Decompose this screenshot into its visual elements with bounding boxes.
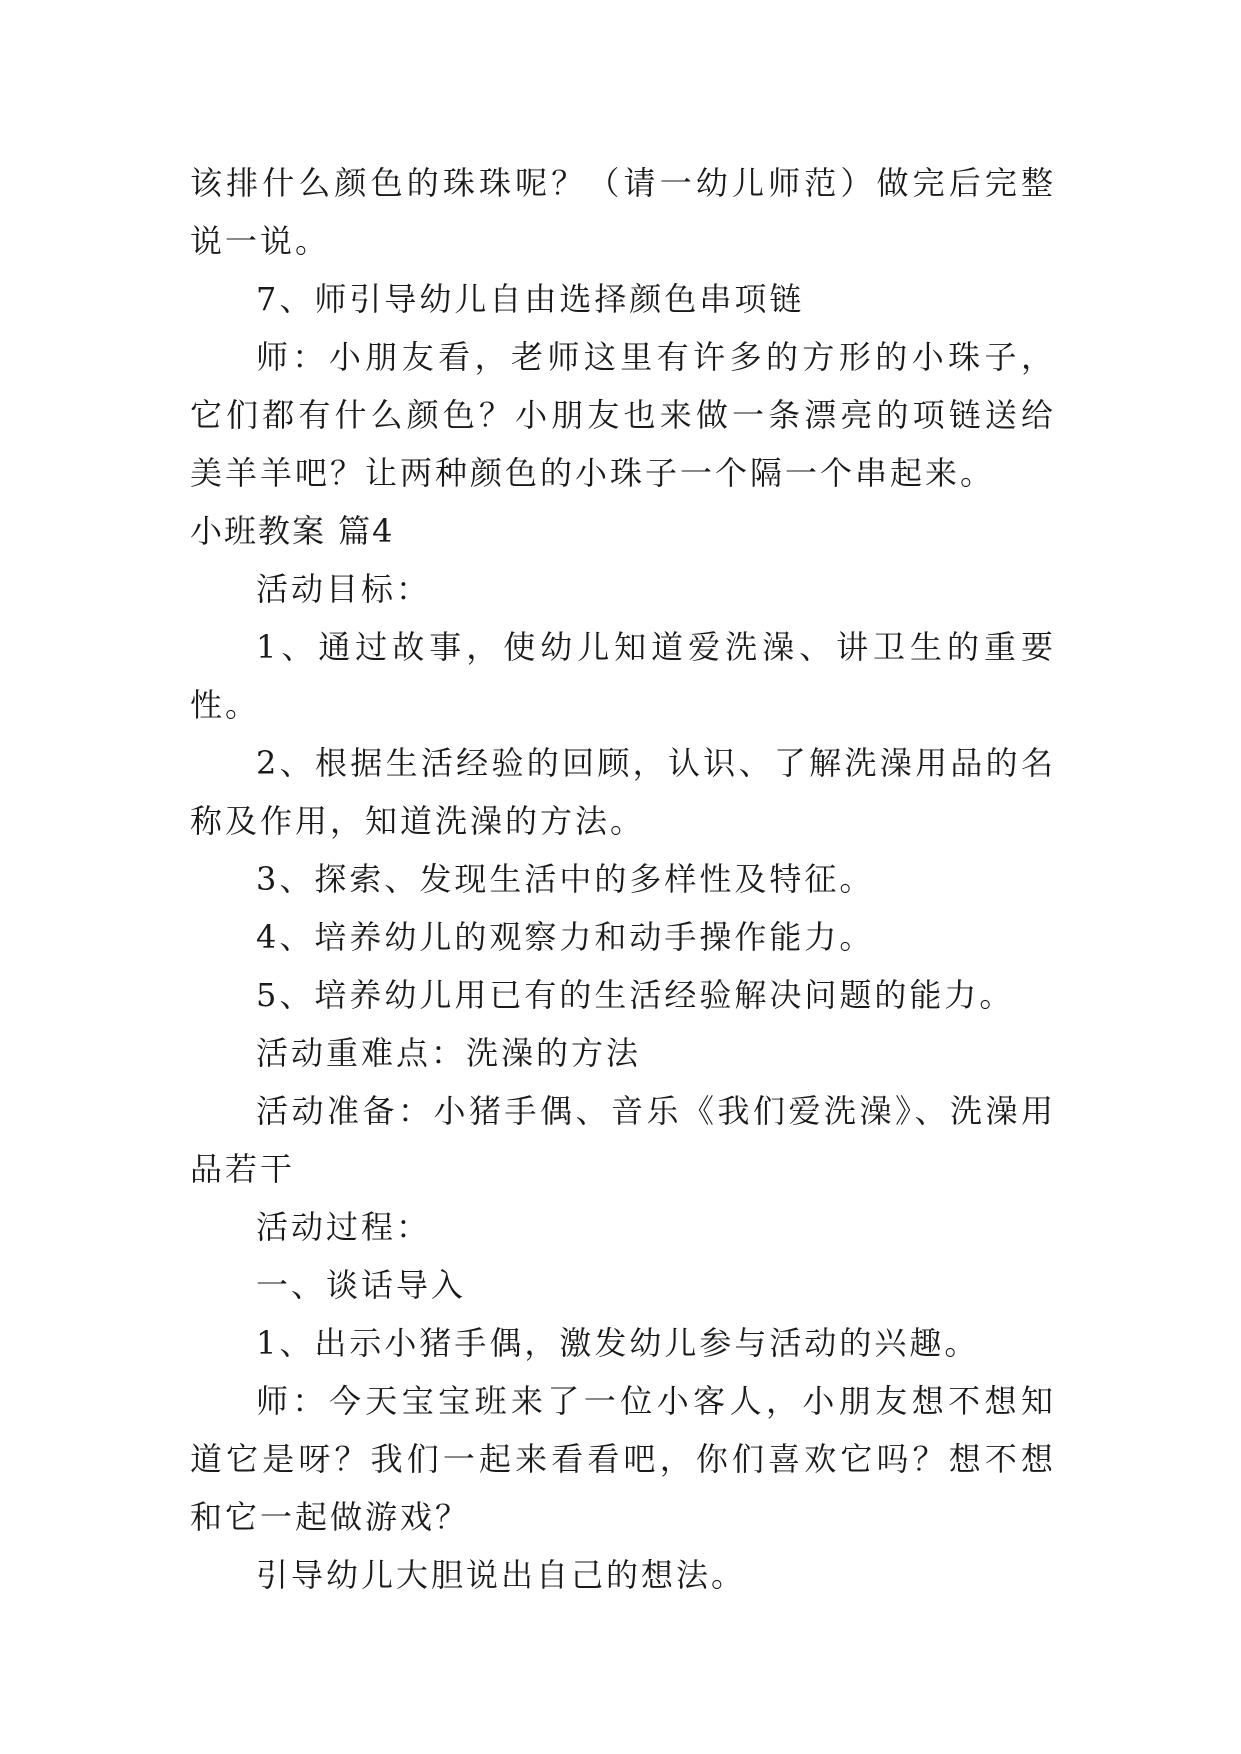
step-heading: 7、师引导幼儿自由选择颜色串项链	[256, 280, 805, 318]
list-item: 1、出示小猪手偶，激发幼儿参与活动的兴趣。	[256, 1324, 980, 1362]
paragraph: 师：今天宝宝班来了一位小客人，小朋友想不想知道它是呀？我们一起来看看吧，你们喜欢它吗？想不想和它一起做游戏？	[190, 1382, 1056, 1536]
preparation: 活动准备：小猪手偶、音乐《我们爱洗澡》、洗澡用品若干	[190, 1092, 1056, 1188]
list-item: 5、培养幼儿用已有的生活经验解决问题的能力。	[256, 976, 1015, 1014]
list-item: 1、通过故事，使幼儿知道爱洗澡、讲卫生的重要性。	[190, 628, 1056, 724]
list-item: 2、根据生活经验的回顾，认识、了解洗澡用品的名称及作用，知道洗澡的方法。	[190, 744, 1056, 840]
paragraph: 引导幼儿大胆说出自己的想法。	[256, 1556, 747, 1594]
paragraph: 该排什么颜色的珠珠呢？（请一幼儿师范）做完后完整说一说。	[190, 164, 1056, 260]
section-title: 小班教案 篇4	[190, 512, 395, 550]
key-points: 活动重难点：洗澡的方法	[256, 1034, 642, 1072]
list-item: 3、探索、发现生活中的多样性及特征。	[256, 860, 875, 898]
document-body	[190, 154, 1056, 1604]
paragraph: 师：小朋友看，老师这里有许多的方形的小珠子，它们都有什么颜色？小朋友也来做一条漂亮的项链送给美羊羊吧？让两种颜色的小珠子一个隔一个串起来。	[190, 338, 1056, 492]
list-item: 4、培养幼儿的观察力和动手操作能力。	[256, 918, 875, 956]
step-heading: 一、谈话导入	[256, 1266, 467, 1304]
subheading-process: 活动过程：	[256, 1208, 432, 1246]
subheading-objectives: 活动目标：	[256, 570, 432, 608]
